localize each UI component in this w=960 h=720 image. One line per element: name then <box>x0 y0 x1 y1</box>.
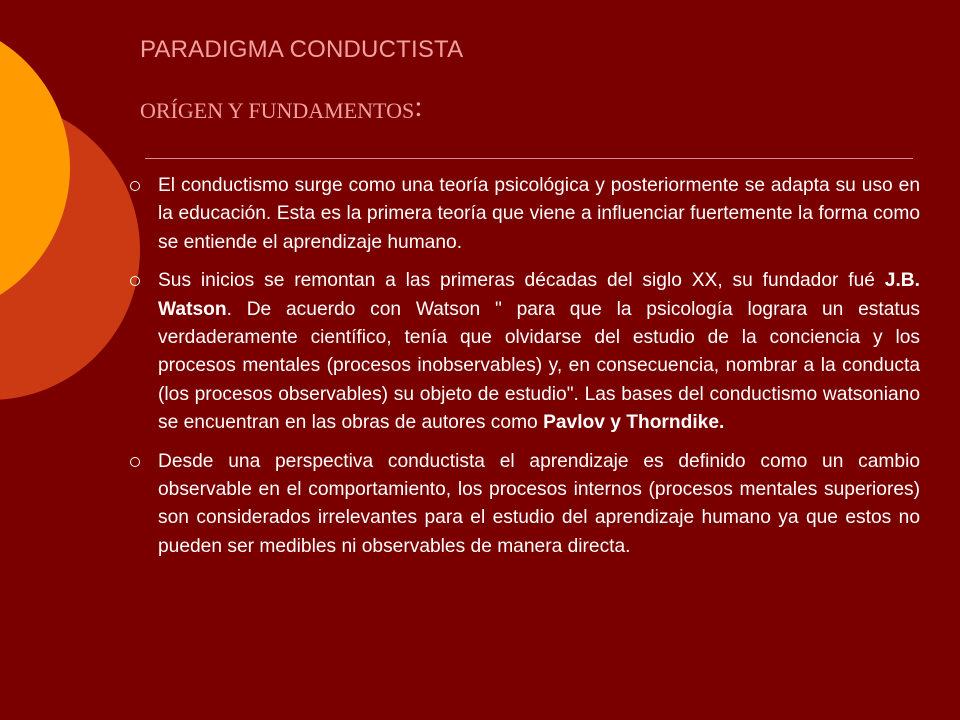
bullet-bold-authors: Pavlov y Thorndike. <box>543 412 725 434</box>
hollow-circle-bullet-icon <box>130 276 140 286</box>
slide-title: PARADIGMA CONDUCTISTA <box>140 36 464 63</box>
hollow-circle-bullet-icon <box>130 181 140 191</box>
bullet-list <box>130 172 920 571</box>
bullet-text-part: . De acuerdo con Watson " para que la psicología lograra un estatus verdaderamente científico, tenía que olvidarse del estudio de la conciencia y los procesos mentales (procesos inobservables) y, en consecuencia, nombrar a la conducta (los procesos observables) su objeto de estudio". Las bases del conductismo watsoniano se encuentran en las obras de autores como <box>158 298 920 434</box>
subtitle-colon: : <box>414 90 423 123</box>
title-divider <box>145 158 913 159</box>
bullet-item-definition <box>130 448 920 562</box>
bullet-text: Desde una perspectiva conductista el aprendizaje es definido como un cambio observable en el comportamiento, los procesos internos (procesos mentales superiores) son considerados irrelevantes para el estudio del aprendizaje humano ya que estos no pueden ser medibles ni observables de manera directa. <box>158 450 920 557</box>
bullet-bold-watson: J.B. Watson <box>158 270 920 320</box>
bullet-text-part: Sus inicios se remontan a las primeras décadas del siglo XX, su fundador fué <box>158 270 885 292</box>
subtitle-text: ORÍGEN Y FUNDAMENTOS <box>140 98 415 123</box>
hollow-circle-bullet-icon <box>130 457 140 467</box>
slide-subtitle <box>140 92 423 126</box>
bullet-item-watson <box>130 267 920 437</box>
bullet-item-origin <box>130 172 920 257</box>
bullet-text: El conductismo surge como una teoría psicológica y posteriormente se adapta su uso en la educación. Esta es la primera teoría que viene a influenciar fuertemente la forma como se entiende el aprendizaje humano. <box>158 175 920 253</box>
